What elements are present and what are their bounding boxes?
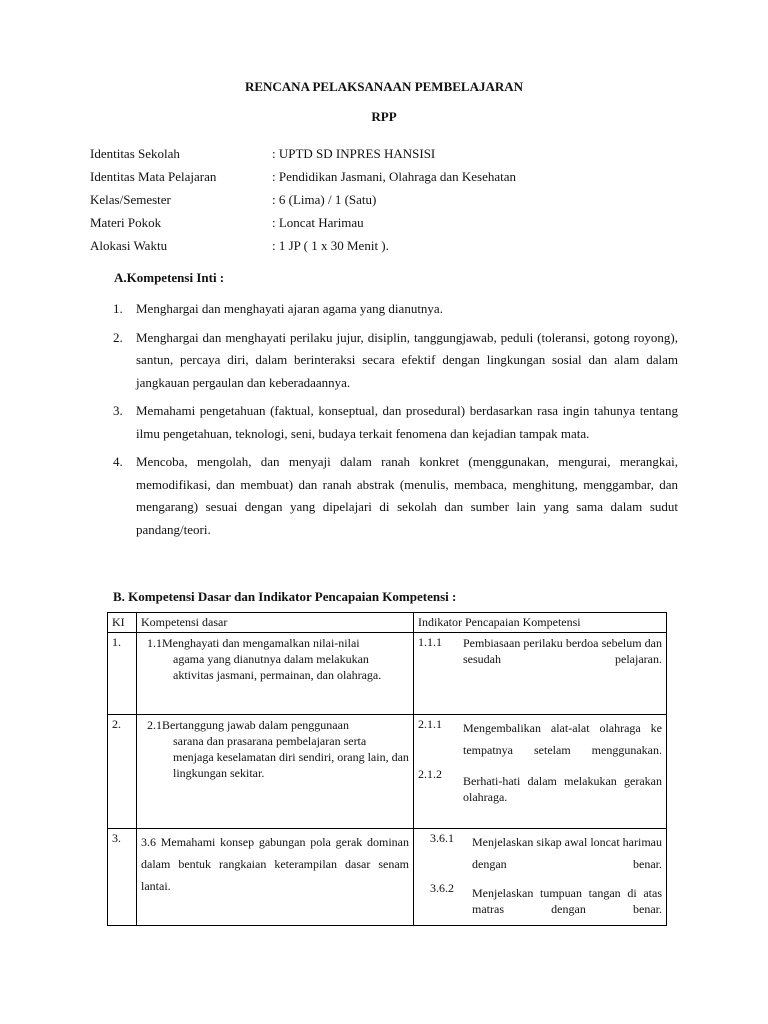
ki-cell: 3. <box>108 829 137 926</box>
page-subtitle: RPP <box>371 109 397 124</box>
identity-row <box>90 170 690 193</box>
list-text: Memahami pengetahuan (faktual, konseptual, dan prosedural) berdasarkan rasa ingin tahunya tentang ilmu pengetahuan, teknologi, seni, budaya terkait fenomena dan kejadian tampak mata. <box>136 403 678 441</box>
header-ipk: Indikator Pencapaian Kompetensi <box>414 613 667 633</box>
list-number: 4. <box>113 454 123 469</box>
identity-label: Kelas/Semester <box>90 192 171 207</box>
identity-row <box>90 239 690 262</box>
list-item <box>113 400 678 445</box>
identity-block <box>90 147 690 262</box>
identity-value: : Loncat Harimau <box>272 215 364 230</box>
indicator-item <box>418 717 662 761</box>
core-competence-list <box>113 298 678 547</box>
kd-text-first: 2.1Bertanggung jawab dalam penggunaan <box>147 718 349 732</box>
indicator-number: 2.1.1 <box>418 717 442 731</box>
indicator-text: Menjelaskan tumpuan tangan di atas matras dengan benar. <box>472 886 662 916</box>
indicator-text: Menjelaskan sikap awal loncat harimau dengan benar. <box>472 835 662 871</box>
kd-cell <box>137 715 414 829</box>
indicator-text: Pembiasaan perilaku berdoa sebelum dan sesudah pelajaran. <box>463 636 662 666</box>
list-text: Mencoba, mengolah, dan menyaji dalam ranah konkret (menggunakan, mengurai, merangkai, memodifikasi, dan membuat) dan ranah abstrak (menulis, membaca, menghitung, menggambar, dan mengarang) sesuai dengan yang dipelajari di sekolah dan sumber lain yang sama dalam sudut pandang/teori. <box>136 454 678 537</box>
kd-text-rest: sarana dan prasarana pembelajaran serta menjaga keselamatan diri sendiri, orang lain, dan lingkungan sekitar. <box>173 734 409 780</box>
identity-value: : UPTD SD INPRES HANSISI <box>272 146 436 161</box>
competence-table <box>107 612 667 926</box>
identity-row <box>90 216 690 239</box>
indicator-number: 1.1.1 <box>418 635 442 649</box>
page-title: RENCANA PELAKSANAAN PEMBELAJARAN <box>244 79 524 94</box>
list-number: 1. <box>113 301 123 316</box>
kd-text-first: 3.6 Memahami konsep gabungan pola gerak dominan dalam bentuk rangkaian keterampilan dasar senam lantai. <box>141 835 409 893</box>
kd-cell <box>137 829 414 926</box>
ki-cell: 2. <box>108 715 137 829</box>
header-ki: KI <box>108 613 137 633</box>
list-item <box>113 451 678 541</box>
identity-row <box>90 193 690 216</box>
indicator-item <box>418 767 662 805</box>
list-item <box>113 298 678 321</box>
list-number: 3. <box>113 403 123 418</box>
identity-label: Identitas Mata Pelajaran <box>90 169 217 184</box>
kd-text-rest: agama yang dianutnya dalam melakukan aktivitas jasmani, permainan, dan olahraga. <box>173 652 382 682</box>
kd-cell <box>137 633 414 715</box>
indicator-cell <box>414 829 667 926</box>
identity-row <box>90 147 690 170</box>
list-text: Menghargai dan menghayati ajaran agama yang dianutnya. <box>136 301 443 316</box>
identity-label: Materi Pokok <box>90 215 162 230</box>
section-b-heading: B. Kompetensi Dasar dan Indikator Pencapaian Kompetensi : <box>113 589 457 604</box>
header-kd: Kompetensi dasar <box>137 613 414 633</box>
table-row <box>108 715 667 829</box>
indicator-item <box>418 831 662 875</box>
identity-label: Alokasi Waktu <box>90 238 168 253</box>
kd-text-first: 1.1Menghayati dan mengamalkan nilai-nilai <box>147 636 360 650</box>
list-number: 2. <box>113 329 123 345</box>
identity-label: Identitas Sekolah <box>90 146 180 161</box>
indicator-number: 3.6.2 <box>430 881 454 895</box>
identity-value: : 6 (Lima) / 1 (Satu) <box>272 192 377 207</box>
indicator-number: 2.1.2 <box>418 767 442 781</box>
ki-cell: 1. <box>108 633 137 715</box>
indicator-cell <box>414 715 667 829</box>
section-a-heading: A.Kompetensi Inti : <box>114 270 225 285</box>
table-row <box>108 633 667 715</box>
indicator-text: Berhati-hati dalam melakukan gerakan olahraga. <box>463 774 662 804</box>
indicator-item <box>418 881 662 917</box>
table-header-row <box>108 613 667 633</box>
list-item <box>113 327 678 395</box>
table-row <box>108 829 667 926</box>
identity-value: : 1 JP ( 1 x 30 Menit ). <box>272 238 389 253</box>
list-text: Menghargai dan menghayati perilaku jujur, disiplin, tanggungjawab, peduli (toleransi, gotong royong), santun, percaya diri, dalam berinteraksi secara efektif dengan lingkungan sosial dan alam dalam jangkauan pergaulan dan keberadaannya. <box>136 329 678 390</box>
indicator-text: Mengembalikan alat-alat olahraga ke tempatnya setelam menggunakan. <box>463 721 662 757</box>
indicator-cell <box>414 633 667 715</box>
indicator-item <box>418 635 662 667</box>
indicator-number: 3.6.1 <box>430 831 454 845</box>
identity-value: : Pendidikan Jasmani, Olahraga dan Kesehatan <box>272 169 517 184</box>
